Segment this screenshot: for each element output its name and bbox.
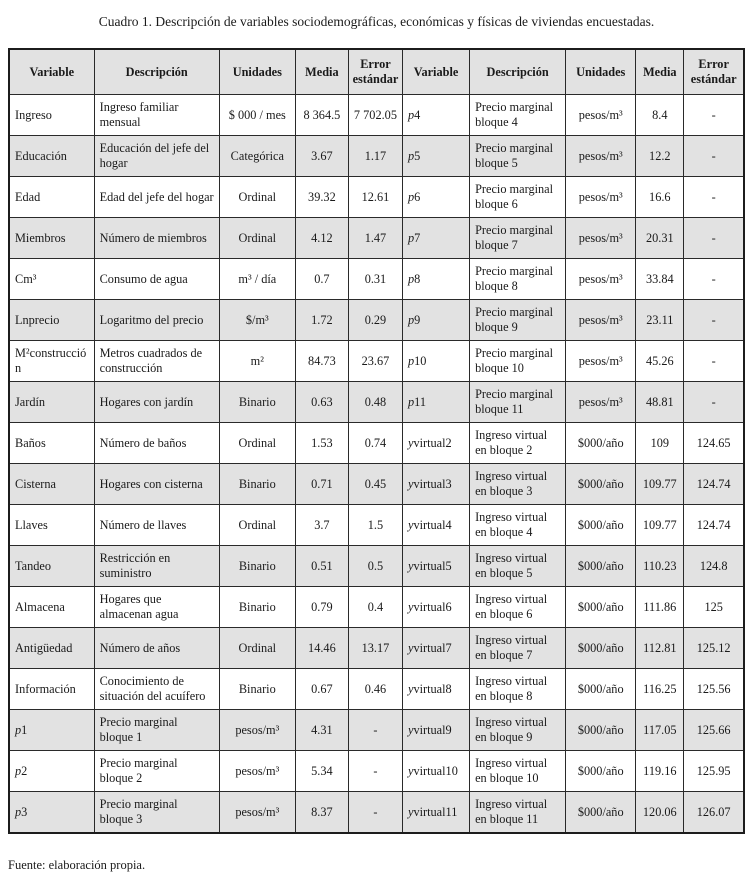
- error-cell-left: 0.45: [348, 464, 402, 505]
- variable-cell-right: p8: [402, 259, 469, 300]
- error-cell-right: -: [684, 259, 744, 300]
- media-cell-left: 4.12: [295, 218, 348, 259]
- table-row: [9, 505, 744, 546]
- error-cell-left: 0.29: [348, 300, 402, 341]
- units-cell-right: pesos/m³: [566, 177, 636, 218]
- description-cell-right: Ingreso virtual en bloque 7: [470, 628, 566, 669]
- variable-cell-left: Baños: [9, 423, 94, 464]
- variable-cell-right: yvirtual4: [402, 505, 469, 546]
- description-cell-right: Precio marginal bloque 6: [470, 177, 566, 218]
- variable-cell-left: p1: [9, 710, 94, 751]
- units-cell-left: Ordinal: [219, 177, 295, 218]
- error-cell-right: -: [684, 218, 744, 259]
- media-cell-right: 117.05: [636, 710, 684, 751]
- description-cell-right: Ingreso virtual en bloque 5: [470, 546, 566, 587]
- column-header: Media: [295, 49, 348, 95]
- description-cell-left: Metros cuadrados de construcción: [94, 341, 219, 382]
- table-row: [9, 587, 744, 628]
- media-cell-right: 45.26: [636, 341, 684, 382]
- description-cell-left: Hogares que almacenan agua: [94, 587, 219, 628]
- description-cell-left: Número de miembros: [94, 218, 219, 259]
- table-row: [9, 669, 744, 710]
- media-cell-left: 0.79: [295, 587, 348, 628]
- media-cell-right: 109.77: [636, 505, 684, 546]
- column-header: Unidades: [219, 49, 295, 95]
- units-cell-left: Ordinal: [219, 218, 295, 259]
- media-cell-left: 3.7: [295, 505, 348, 546]
- table-header: [9, 49, 744, 95]
- description-cell-right: Ingreso virtual en bloque 8: [470, 669, 566, 710]
- description-cell-left: Precio marginal bloque 3: [94, 792, 219, 833]
- variable-cell-right: p6: [402, 177, 469, 218]
- variable-cell-right: yvirtual2: [402, 423, 469, 464]
- units-cell-left: $/m³: [219, 300, 295, 341]
- variable-cell-right: p7: [402, 218, 469, 259]
- variable-cell-left: Cm³: [9, 259, 94, 300]
- error-cell-left: 13.17: [348, 628, 402, 669]
- description-cell-right: Precio marginal bloque 4: [470, 95, 566, 136]
- error-cell-right: 125.12: [684, 628, 744, 669]
- description-cell-right: Ingreso virtual en bloque 3: [470, 464, 566, 505]
- table-caption: Cuadro 1. Descripción de variables sociodemográficas, económicas y físicas de viviendas encuestadas.: [98, 14, 655, 29]
- description-cell-right: Precio marginal bloque 9: [470, 300, 566, 341]
- media-cell-left: 8 364.5: [295, 95, 348, 136]
- error-cell-left: 1.17: [348, 136, 402, 177]
- description-cell-left: Número de llaves: [94, 505, 219, 546]
- variable-cell-left: Llaves: [9, 505, 94, 546]
- variable-cell-left: Ingreso: [9, 95, 94, 136]
- variable-cell-left: Edad: [9, 177, 94, 218]
- media-cell-left: 1.72: [295, 300, 348, 341]
- units-cell-left: m³ / día: [219, 259, 295, 300]
- description-cell-right: Ingreso virtual en bloque 4: [470, 505, 566, 546]
- error-cell-right: 124.65: [684, 423, 744, 464]
- variable-cell-left: p2: [9, 751, 94, 792]
- variable-cell-left: Lnprecio: [9, 300, 94, 341]
- variable-cell-right: yvirtual8: [402, 669, 469, 710]
- units-cell-right: $000/año: [566, 505, 636, 546]
- description-cell-right: Ingreso virtual en bloque 9: [470, 710, 566, 751]
- error-cell-left: -: [348, 710, 402, 751]
- media-cell-right: 23.11: [636, 300, 684, 341]
- column-header: Error estándar: [684, 49, 744, 95]
- media-cell-left: 3.67: [295, 136, 348, 177]
- error-cell-left: 0.46: [348, 669, 402, 710]
- error-cell-left: 0.31: [348, 259, 402, 300]
- units-cell-left: Binario: [219, 546, 295, 587]
- error-cell-right: 125.66: [684, 710, 744, 751]
- error-cell-right: 124.74: [684, 464, 744, 505]
- variables-table: [8, 48, 745, 834]
- variable-cell-right: yvirtual7: [402, 628, 469, 669]
- description-cell-right: Ingreso virtual en bloque 10: [470, 751, 566, 792]
- description-cell-right: Precio marginal bloque 8: [470, 259, 566, 300]
- media-cell-right: 12.2: [636, 136, 684, 177]
- units-cell-right: $000/año: [566, 710, 636, 751]
- error-cell-left: 1.47: [348, 218, 402, 259]
- variable-cell-left: M²construcción: [9, 341, 94, 382]
- error-cell-left: -: [348, 751, 402, 792]
- column-header: Media: [636, 49, 684, 95]
- table-row: [9, 95, 744, 136]
- error-cell-right: 124.8: [684, 546, 744, 587]
- table-row: [9, 464, 744, 505]
- table-row: [9, 751, 744, 792]
- description-cell-left: Restricción en suministro: [94, 546, 219, 587]
- table-row: [9, 259, 744, 300]
- table-body: [9, 95, 744, 833]
- units-cell-right: $000/año: [566, 669, 636, 710]
- media-cell-right: 110.23: [636, 546, 684, 587]
- error-cell-right: 124.74: [684, 505, 744, 546]
- media-cell-left: 14.46: [295, 628, 348, 669]
- units-cell-left: pesos/m³: [219, 710, 295, 751]
- error-cell-right: -: [684, 136, 744, 177]
- description-cell-right: Ingreso virtual en bloque 11: [470, 792, 566, 833]
- description-cell-right: Precio marginal bloque 5: [470, 136, 566, 177]
- units-cell-left: $ 000 / mes: [219, 95, 295, 136]
- error-cell-left: 0.4: [348, 587, 402, 628]
- media-cell-left: 0.7: [295, 259, 348, 300]
- table-row: [9, 300, 744, 341]
- description-cell-left: Número de años: [94, 628, 219, 669]
- units-cell-left: pesos/m³: [219, 792, 295, 833]
- media-cell-right: 111.86: [636, 587, 684, 628]
- units-cell-right: pesos/m³: [566, 218, 636, 259]
- units-cell-left: Binario: [219, 587, 295, 628]
- description-cell-left: Educación del jefe del hogar: [94, 136, 219, 177]
- media-cell-right: 8.4: [636, 95, 684, 136]
- media-cell-left: 1.53: [295, 423, 348, 464]
- variable-cell-right: yvirtual10: [402, 751, 469, 792]
- table-row: [9, 710, 744, 751]
- description-cell-right: Ingreso virtual en bloque 6: [470, 587, 566, 628]
- media-cell-right: 109.77: [636, 464, 684, 505]
- error-cell-right: -: [684, 95, 744, 136]
- units-cell-left: Ordinal: [219, 505, 295, 546]
- media-cell-right: 20.31: [636, 218, 684, 259]
- units-cell-left: Binario: [219, 464, 295, 505]
- variable-cell-left: Información: [9, 669, 94, 710]
- media-cell-right: 112.81: [636, 628, 684, 669]
- error-cell-left: 0.74: [348, 423, 402, 464]
- column-header: Unidades: [566, 49, 636, 95]
- description-cell-left: Edad del jefe del hogar: [94, 177, 219, 218]
- media-cell-left: 8.37: [295, 792, 348, 833]
- table-row: [9, 546, 744, 587]
- units-cell-left: Binario: [219, 382, 295, 423]
- units-cell-right: $000/año: [566, 587, 636, 628]
- variable-cell-right: yvirtual11: [402, 792, 469, 833]
- column-header: Descripción: [94, 49, 219, 95]
- error-cell-right: -: [684, 177, 744, 218]
- media-cell-right: 119.16: [636, 751, 684, 792]
- units-cell-left: m²: [219, 341, 295, 382]
- column-header: Descripción: [470, 49, 566, 95]
- variable-cell-left: Tandeo: [9, 546, 94, 587]
- media-cell-left: 5.34: [295, 751, 348, 792]
- units-cell-right: pesos/m³: [566, 259, 636, 300]
- source-note: Fuente: elaboración propia.: [8, 857, 146, 872]
- description-cell-left: Precio marginal bloque 1: [94, 710, 219, 751]
- variable-cell-left: Antigüedad: [9, 628, 94, 669]
- error-cell-left: 7 702.05: [348, 95, 402, 136]
- error-cell-left: -: [348, 792, 402, 833]
- error-cell-left: 1.5: [348, 505, 402, 546]
- table-row: [9, 423, 744, 464]
- variable-cell-right: yvirtual6: [402, 587, 469, 628]
- description-cell-left: Logaritmo del precio: [94, 300, 219, 341]
- media-cell-left: 0.63: [295, 382, 348, 423]
- units-cell-right: pesos/m³: [566, 341, 636, 382]
- media-cell-right: 116.25: [636, 669, 684, 710]
- variable-cell-left: Educación: [9, 136, 94, 177]
- units-cell-right: $000/año: [566, 546, 636, 587]
- units-cell-right: $000/año: [566, 423, 636, 464]
- variable-cell-right: p4: [402, 95, 469, 136]
- table-row: [9, 628, 744, 669]
- media-cell-left: 4.31: [295, 710, 348, 751]
- variable-cell-left: Almacena: [9, 587, 94, 628]
- table-row: [9, 341, 744, 382]
- error-cell-right: -: [684, 382, 744, 423]
- description-cell-left: Conocimiento de situación del acuífero: [94, 669, 219, 710]
- column-header: Variable: [402, 49, 469, 95]
- variable-cell-left: Cisterna: [9, 464, 94, 505]
- table-row: [9, 177, 744, 218]
- variable-cell-left: p3: [9, 792, 94, 833]
- error-cell-left: 0.48: [348, 382, 402, 423]
- error-cell-right: -: [684, 341, 744, 382]
- media-cell-right: 48.81: [636, 382, 684, 423]
- table-row: [9, 218, 744, 259]
- error-cell-left: 12.61: [348, 177, 402, 218]
- description-cell-left: Ingreso familiar mensual: [94, 95, 219, 136]
- error-cell-left: 23.67: [348, 341, 402, 382]
- error-cell-right: 126.07: [684, 792, 744, 833]
- units-cell-right: pesos/m³: [566, 95, 636, 136]
- error-cell-right: 125.95: [684, 751, 744, 792]
- table-row: [9, 136, 744, 177]
- units-cell-left: Ordinal: [219, 423, 295, 464]
- variable-cell-right: p11: [402, 382, 469, 423]
- description-cell-right: Precio marginal bloque 10: [470, 341, 566, 382]
- media-cell-left: 0.71: [295, 464, 348, 505]
- description-cell-left: Hogares con cisterna: [94, 464, 219, 505]
- variable-cell-right: yvirtual3: [402, 464, 469, 505]
- media-cell-right: 16.6: [636, 177, 684, 218]
- units-cell-right: $000/año: [566, 751, 636, 792]
- variable-cell-right: yvirtual5: [402, 546, 469, 587]
- error-cell-right: 125: [684, 587, 744, 628]
- variable-cell-right: yvirtual9: [402, 710, 469, 751]
- table-row: [9, 792, 744, 833]
- media-cell-right: 109: [636, 423, 684, 464]
- media-cell-left: 39.32: [295, 177, 348, 218]
- table-row: [9, 382, 744, 423]
- column-header: Error estándar: [348, 49, 402, 95]
- units-cell-left: Binario: [219, 669, 295, 710]
- header-row: [9, 49, 744, 95]
- description-cell-left: Número de baños: [94, 423, 219, 464]
- media-cell-left: 84.73: [295, 341, 348, 382]
- units-cell-right: pesos/m³: [566, 300, 636, 341]
- description-cell-right: Precio marginal bloque 7: [470, 218, 566, 259]
- error-cell-right: 125.56: [684, 669, 744, 710]
- variable-cell-left: Jardín: [9, 382, 94, 423]
- units-cell-left: Categórica: [219, 136, 295, 177]
- variable-cell-left: Miembros: [9, 218, 94, 259]
- units-cell-left: pesos/m³: [219, 751, 295, 792]
- error-cell-left: 0.5: [348, 546, 402, 587]
- media-cell-right: 120.06: [636, 792, 684, 833]
- units-cell-right: pesos/m³: [566, 382, 636, 423]
- column-header: Variable: [9, 49, 94, 95]
- variable-cell-right: p10: [402, 341, 469, 382]
- variable-cell-right: p5: [402, 136, 469, 177]
- description-cell-left: Hogares con jardín: [94, 382, 219, 423]
- description-cell-right: Ingreso virtual en bloque 2: [470, 423, 566, 464]
- media-cell-right: 33.84: [636, 259, 684, 300]
- units-cell-left: Ordinal: [219, 628, 295, 669]
- units-cell-right: $000/año: [566, 628, 636, 669]
- error-cell-right: -: [684, 300, 744, 341]
- units-cell-right: pesos/m³: [566, 136, 636, 177]
- description-cell-left: Precio marginal bloque 2: [94, 751, 219, 792]
- description-cell-right: Precio marginal bloque 11: [470, 382, 566, 423]
- units-cell-right: $000/año: [566, 792, 636, 833]
- units-cell-right: $000/año: [566, 464, 636, 505]
- media-cell-left: 0.67: [295, 669, 348, 710]
- variable-cell-right: p9: [402, 300, 469, 341]
- media-cell-left: 0.51: [295, 546, 348, 587]
- description-cell-left: Consumo de agua: [94, 259, 219, 300]
